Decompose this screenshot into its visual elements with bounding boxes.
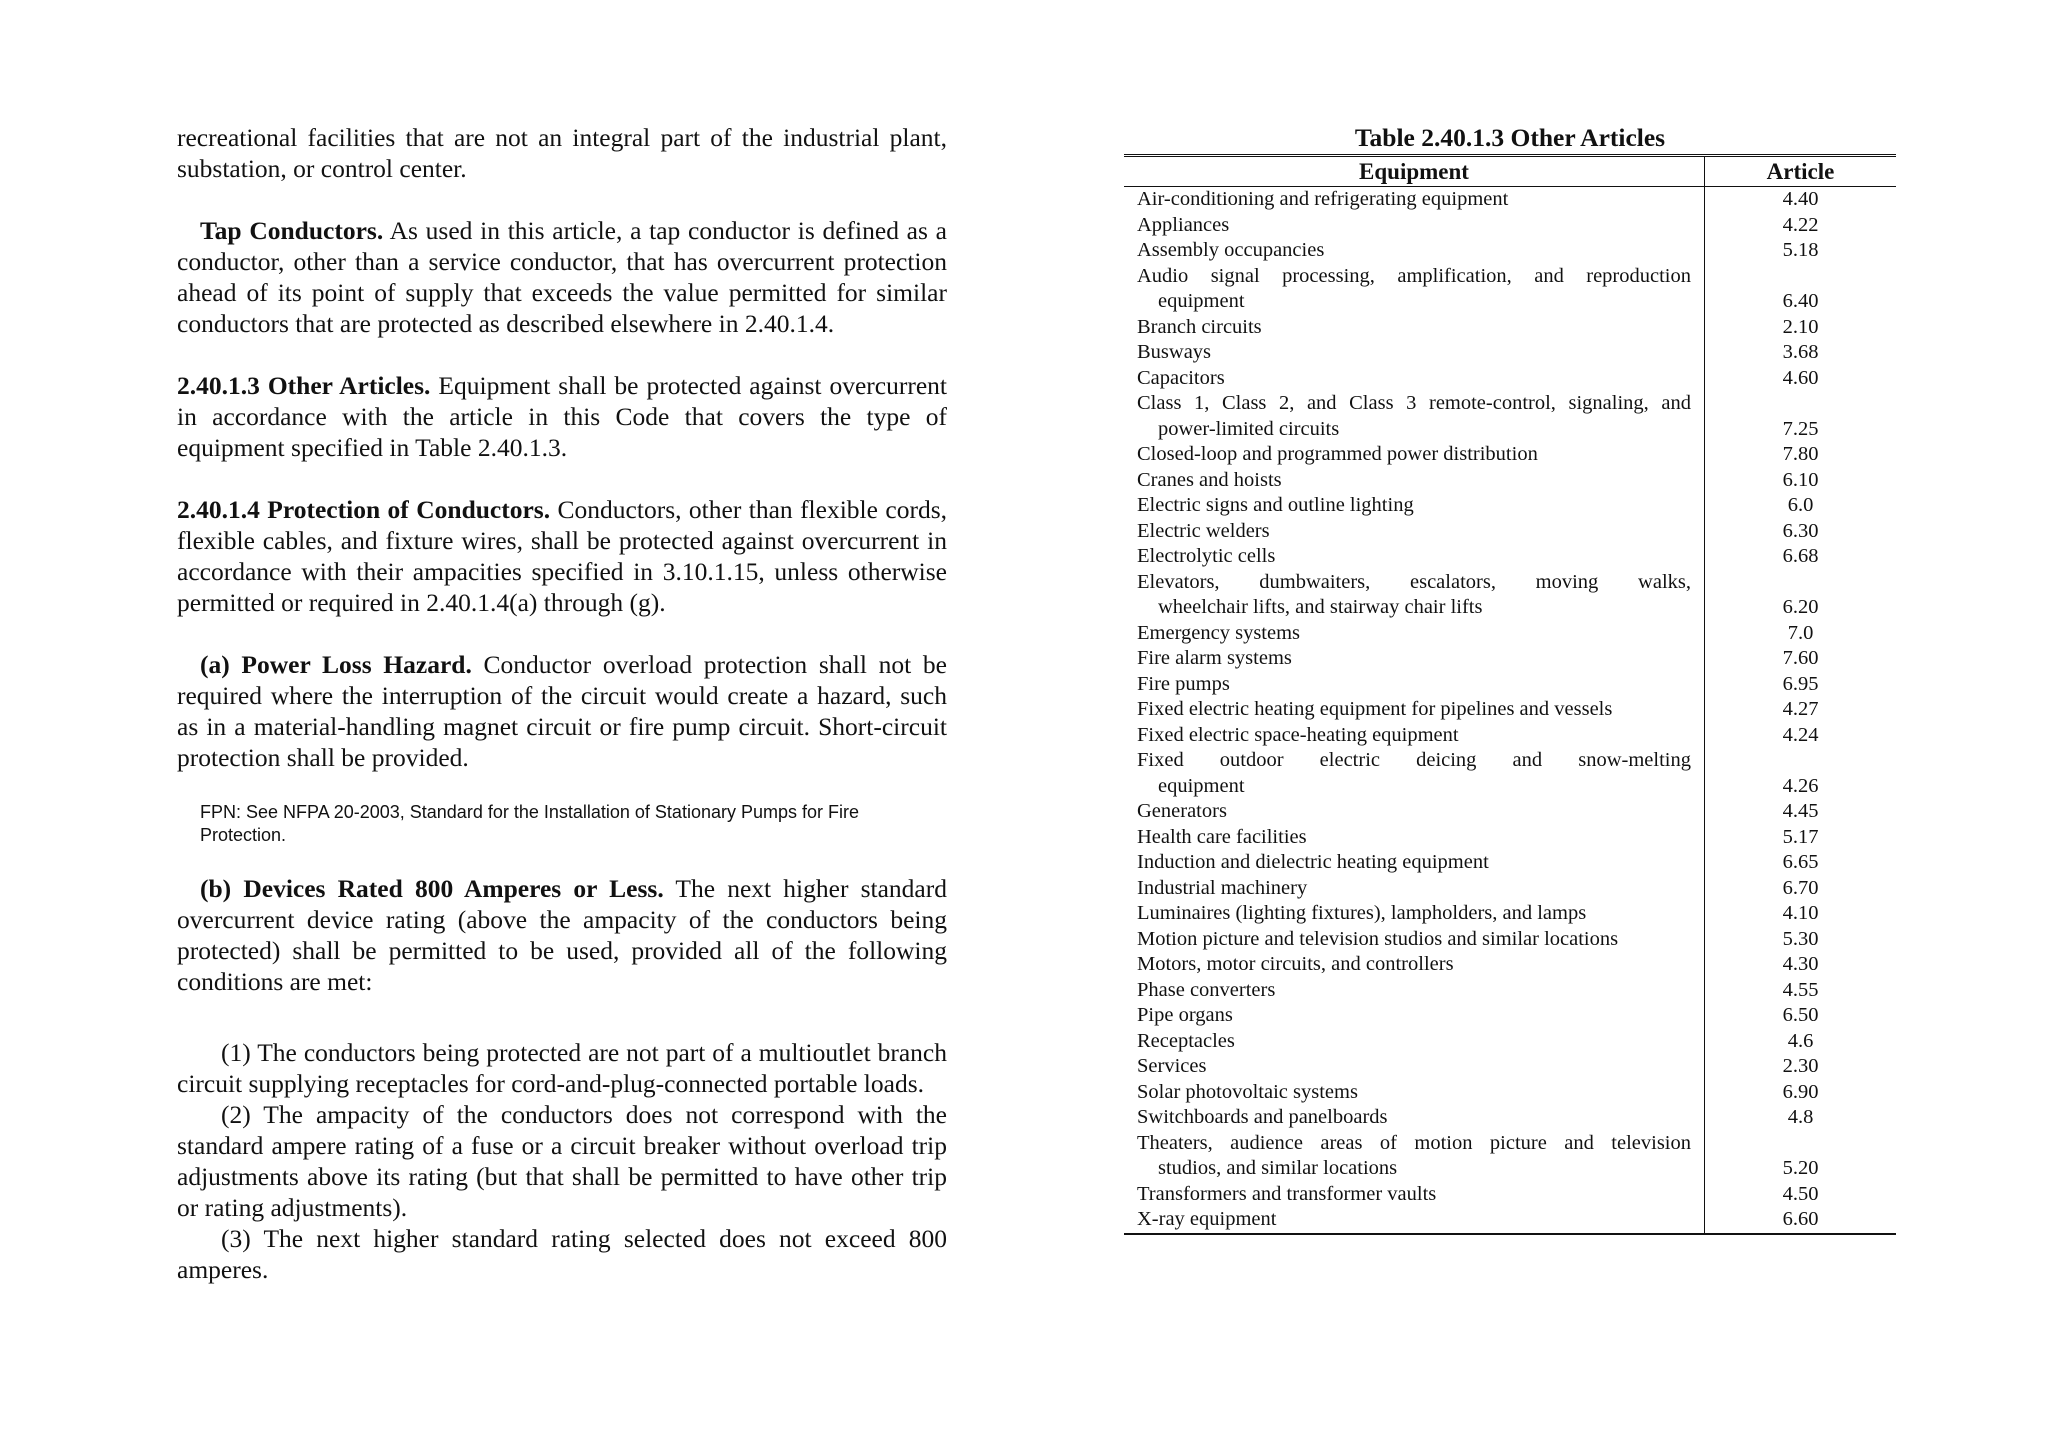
table-row [1124, 672, 1896, 698]
equipment-cell [1124, 1054, 1705, 1080]
article-cell: 6.50 [1782, 1004, 1819, 1026]
table-row [1124, 213, 1896, 239]
table-row [1124, 468, 1896, 494]
table-row [1124, 1029, 1896, 1055]
paragraph-other-articles [177, 370, 947, 463]
table-row [1124, 621, 1896, 647]
equipment-cell [1124, 519, 1705, 545]
equipment-text: X-ray equipment [1137, 1208, 1277, 1230]
article-cell: 4.55 [1782, 978, 1819, 1001]
equipment-text: Solar photovoltaic systems [1137, 1080, 1358, 1103]
equipment-text: Electric signs and outline lighting [1137, 494, 1414, 516]
paragraph-power-loss-hazard [177, 649, 947, 773]
equipment-text: Fixed electric heating equipment for pipelines and vessels [1137, 698, 1613, 720]
equipment-text: Services [1137, 1055, 1207, 1077]
equipment-text: Transformers and transformer vaults [1137, 1182, 1437, 1205]
article-cell: 5.20 [1782, 1157, 1819, 1179]
equipment-text-continued: power-limited circuits [1158, 417, 1340, 440]
equipment-text: Audio signal processing, amplification, and reproduction [1137, 264, 1691, 287]
table-row [1124, 187, 1896, 213]
equipment-text: Closed-loop and programmed power distribution [1137, 443, 1538, 465]
equipment-text: Class 1, Class 2, and Class 3 remote-control, signaling, and [1137, 392, 1691, 414]
power-loss-body: Conductor overload protection shall not be required where the interruption of the circuit would create a hazard, such as in a material-handling magnet circuit or fire pump circuit. Short-circuit protection shall be provided. [177, 650, 947, 772]
equipment-text: Elevators, dumbwaiters, escalators, moving walks, [1137, 570, 1691, 593]
condition-2: (2) The ampacity of the conductors does not correspond with the standard ampere rating of a fuse or a circuit breaker without overload trip adjustments above its rating (but that shall be permitted to have other trip or rating adjustments). [177, 1100, 947, 1222]
table-row [1124, 825, 1896, 851]
equipment-text: Fixed outdoor electric deicing and snow-melting [1137, 749, 1691, 771]
table-row [1124, 519, 1896, 545]
power-loss-heading: (a) Power Loss Hazard. [200, 650, 472, 679]
equipment-cell [1124, 442, 1705, 468]
equipment-cell [1124, 1003, 1705, 1029]
article-cell: 6.70 [1782, 876, 1819, 899]
protection-heading: 2.40.1.4 Protection of Conductors. [177, 495, 551, 524]
article-cell: 6.0 [1787, 494, 1814, 516]
article-cell: 5.30 [1782, 927, 1819, 950]
equipment-text: Branch circuits [1137, 315, 1262, 338]
equipment-text: Induction and dielectric heating equipment [1137, 851, 1489, 873]
equipment-text: Electric welders [1137, 519, 1270, 542]
equipment-text: Appliances [1137, 213, 1230, 236]
table-row [1124, 927, 1896, 953]
article-cell: 4.8 [1787, 1106, 1814, 1128]
equipment-text: Theaters, audience areas of motion picture and television [1137, 1131, 1691, 1154]
equipment-cell [1124, 213, 1705, 239]
equipment-cell [1124, 1182, 1705, 1208]
equipment-text: Assembly occupancies [1137, 239, 1325, 261]
equipment-cell [1124, 621, 1705, 647]
equipment-text: Fire pumps [1137, 672, 1230, 695]
left-text-column [177, 122, 947, 1285]
devices-rated-body: The next higher standard overcurrent device rating (above the ampacity of the conductors being protected) shall be permitted to be used, provided all of the following conditions are met: [177, 874, 947, 996]
equipment-text-continued: studios, and similar locations [1158, 1157, 1398, 1179]
article-cell: 6.65 [1782, 851, 1819, 873]
paragraph-tap-conductors [177, 215, 947, 339]
table-row [1124, 544, 1896, 570]
article-cell: 6.40 [1782, 290, 1819, 312]
equipment-text: Motors, motor circuits, and controllers [1137, 953, 1454, 975]
table-row [1124, 238, 1896, 264]
table-row [1124, 1105, 1896, 1131]
tap-conductors-body: As used in this article, a tap conductor is defined as a conductor, other than a service conductor, that has overcurrent protection ahead of its point of supply that exceeds the value permitted for similar conductors that are protected as described elsewhere in 2.40.1.4. [177, 216, 947, 338]
article-cell: 5.18 [1782, 239, 1819, 261]
table-row [1124, 1182, 1896, 1208]
equipment-cell [1124, 850, 1705, 876]
table-row [1124, 850, 1896, 876]
equipment-text: Switchboards and panelboards [1137, 1106, 1388, 1128]
other-articles-table [1124, 154, 1896, 1235]
equipment-cell [1124, 1105, 1705, 1131]
equipment-text: Receptacles [1137, 1029, 1235, 1052]
table-header-row [1124, 156, 1896, 187]
equipment-cell [1124, 748, 1705, 799]
protection-body: Conductors, other than flexible cords, flexible cables, and fixture wires, shall be protected against overcurrent in accordance with their ampacities specified in 3.10.1.15, unless otherwise permitted or required in 2.40.1.4(a) through (g). [177, 495, 947, 617]
other-articles-heading: 2.40.1.3 Other Articles. [177, 371, 431, 400]
article-cell: 6.90 [1782, 1080, 1819, 1103]
equipment-cell [1124, 825, 1705, 851]
table-row [1124, 340, 1896, 366]
article-cell: 7.60 [1782, 647, 1819, 669]
equipment-text-continued: equipment [1158, 774, 1245, 797]
article-cell: 4.27 [1782, 698, 1819, 720]
fpn-note: FPN: See NFPA 20-2003, Standard for the Installation of Stationary Pumps for Fire Protection. [200, 802, 859, 845]
equipment-cell [1124, 570, 1705, 621]
table-row [1124, 723, 1896, 749]
article-cell: 4.26 [1782, 774, 1819, 797]
article-cell: 4.45 [1782, 800, 1819, 822]
equipment-text: Capacitors [1137, 366, 1225, 389]
article-cell: 4.60 [1782, 366, 1819, 389]
equipment-cell [1124, 1207, 1705, 1234]
article-cell: 7.25 [1782, 417, 1819, 440]
article-cell: 7.0 [1787, 621, 1814, 644]
equipment-cell [1124, 366, 1705, 392]
equipment-cell [1124, 391, 1705, 442]
equipment-text: Industrial machinery [1137, 876, 1308, 899]
article-cell: 4.30 [1782, 953, 1819, 975]
article-cell: 4.10 [1782, 902, 1819, 924]
equipment-cell [1124, 238, 1705, 264]
equipment-cell [1124, 646, 1705, 672]
equipment-cell [1124, 723, 1705, 749]
table-body [1124, 187, 1896, 1234]
table-row [1124, 1131, 1896, 1182]
table-row [1124, 315, 1896, 341]
equipment-cell [1124, 901, 1705, 927]
devices-rated-heading: (b) Devices Rated 800 Amperes or Less. [200, 874, 664, 903]
equipment-text-continued: equipment [1158, 290, 1245, 312]
paragraph-recreational: recreational facilities that are not an integral part of the industrial plant, substation, or control center. [177, 123, 947, 183]
equipment-cell [1124, 876, 1705, 902]
article-cell: 2.30 [1782, 1055, 1819, 1077]
equipment-text-continued: wheelchair lifts, and stairway chair lifts [1158, 596, 1483, 618]
other-articles-body: Equipment shall be protected against overcurrent in accordance with the article in this Code that covers the type of equipment specified in Table 2.40.1.3. [177, 371, 947, 462]
table-row [1124, 1207, 1896, 1234]
equipment-cell [1124, 952, 1705, 978]
equipment-cell [1124, 697, 1705, 723]
equipment-cell [1124, 340, 1705, 366]
equipment-text: Health care facilities [1137, 825, 1307, 848]
column-header-equipment: Equipment [1124, 156, 1705, 187]
equipment-cell [1124, 978, 1705, 1004]
article-cell: 6.20 [1782, 596, 1819, 618]
equipment-cell [1124, 1029, 1705, 1055]
article-cell: 6.30 [1782, 519, 1819, 542]
table-row [1124, 646, 1896, 672]
table-title: Table 2.40.1.3 Other Articles [1354, 123, 1666, 152]
article-cell: 4.40 [1782, 188, 1819, 210]
table-row [1124, 748, 1896, 799]
equipment-cell [1124, 468, 1705, 494]
equipment-text: Busways [1137, 341, 1212, 363]
article-cell: 4.24 [1782, 723, 1819, 746]
equipment-text: Electrolytic cells [1137, 545, 1276, 567]
equipment-text: Motion picture and television studios and similar locations [1137, 927, 1619, 950]
equipment-text: Fixed electric space-heating equipment [1137, 723, 1459, 746]
equipment-text: Phase converters [1137, 978, 1276, 1001]
paragraph-devices-rated [177, 873, 947, 997]
table-row [1124, 1003, 1896, 1029]
condition-1: (1) The conductors being protected are not part of a multioutlet branch circuit supplying receptacles for cord-and-plug-connected portable loads. [177, 1038, 947, 1098]
article-cell: 3.68 [1782, 341, 1819, 363]
article-cell: 6.10 [1782, 468, 1819, 491]
article-cell: 4.22 [1782, 213, 1819, 236]
equipment-text: Generators [1137, 800, 1227, 822]
table-row [1124, 366, 1896, 392]
article-cell: 5.17 [1782, 825, 1819, 848]
equipment-text: Luminaires (lighting fixtures), lampholders, and lamps [1137, 902, 1587, 924]
table-row [1124, 264, 1896, 315]
condition-3: (3) The next higher standard rating selected does not exceed 800 amperes. [177, 1224, 947, 1284]
article-cell: 4.50 [1782, 1182, 1819, 1205]
equipment-text: Cranes and hoists [1137, 468, 1282, 491]
equipment-cell [1124, 544, 1705, 570]
equipment-text: Air-conditioning and refrigerating equipment [1137, 188, 1509, 210]
table-row [1124, 442, 1896, 468]
table-row [1124, 799, 1896, 825]
table-row [1124, 493, 1896, 519]
table-row [1124, 391, 1896, 442]
column-header-article: Article [1705, 156, 1897, 187]
equipment-cell [1124, 493, 1705, 519]
article-cell: 4.6 [1787, 1029, 1814, 1052]
article-cell: 6.95 [1782, 672, 1819, 695]
paragraph-protection-of-conductors [177, 494, 947, 618]
table-row [1124, 952, 1896, 978]
equipment-cell [1124, 1131, 1705, 1182]
equipment-cell [1124, 927, 1705, 953]
equipment-cell [1124, 187, 1705, 213]
equipment-text: Fire alarm systems [1137, 647, 1292, 669]
table-row [1124, 1054, 1896, 1080]
article-cell: 7.80 [1782, 443, 1819, 465]
equipment-cell [1124, 315, 1705, 341]
equipment-cell [1124, 264, 1705, 315]
table-row [1124, 570, 1896, 621]
table-row [1124, 876, 1896, 902]
equipment-cell [1124, 1080, 1705, 1106]
table-row [1124, 697, 1896, 723]
tap-conductors-heading: Tap Conductors. [200, 216, 384, 245]
article-cell: 6.68 [1782, 545, 1819, 567]
table-row [1124, 901, 1896, 927]
table-row [1124, 978, 1896, 1004]
equipment-text: Pipe organs [1137, 1004, 1233, 1026]
table-row [1124, 1080, 1896, 1106]
equipment-cell [1124, 799, 1705, 825]
equipment-cell [1124, 672, 1705, 698]
other-articles-table-container [1124, 122, 1896, 1235]
article-cell: 2.10 [1782, 315, 1819, 338]
equipment-text: Emergency systems [1137, 621, 1301, 644]
article-cell: 6.60 [1782, 1208, 1819, 1230]
